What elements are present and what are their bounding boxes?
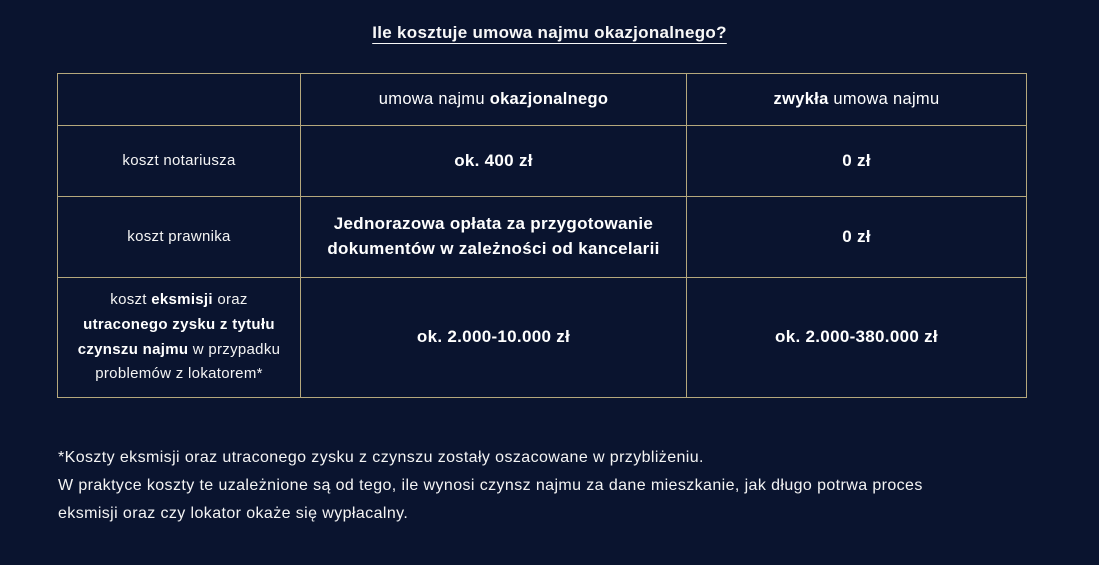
row-label-koszt-prawnika: koszt prawnika: [58, 197, 301, 278]
table-row-koszt-notariusza: [58, 126, 1027, 197]
header-zwykla-regular: umowa najmu: [828, 90, 940, 108]
eksmisja-label-part: w przypadku problemów z lokatorem*: [95, 340, 281, 383]
infographic-page: [0, 23, 1099, 528]
value-prawnik-zwykla: 0 zł: [687, 197, 1027, 278]
footnote-line-2: W praktyce koszty te uzależnione są od tego, ile wynosi czynsz najmu za dane mieszkanie, jak długo potrwa proces eksmisji oraz czy lokator okaże się wypłacalny.: [58, 477, 923, 522]
eksmisja-label-part-bold: utraconego zysku z tytułu czynszu najmu: [77, 315, 275, 358]
header-okazjonalna-regular: umowa najmu: [378, 90, 490, 108]
table-row-koszt-prawnika: [58, 197, 1027, 278]
row-label-koszt-notariusza: koszt notariusza: [58, 126, 301, 197]
row-label-koszt-eksmisji: [58, 278, 301, 398]
table-row-koszt-eksmisji: [58, 278, 1027, 398]
header-col-okazjonalna: [301, 74, 687, 126]
header-col-zwykla: [687, 74, 1027, 126]
value-eksmisja-okazjonalna: ok. 2.000-10.000 zł: [301, 278, 687, 398]
header-corner-cell: [58, 74, 301, 126]
footnote-line-1: *Koszty eksmisji oraz utraconego zysku z czynszu zostały oszacowane w przybliżeniu.: [58, 449, 704, 466]
value-notariusz-okazjonalna: ok. 400 zł: [301, 126, 687, 197]
eksmisja-label-part: oraz: [212, 291, 248, 308]
eksmisja-label-part-bold: eksmisji: [151, 291, 213, 308]
page-title: Ile kosztuje umowa najmu okazjonalnego?: [372, 23, 727, 42]
value-notariusz-zwykla: 0 zł: [687, 126, 1027, 197]
eksmisja-label-part: koszt: [110, 291, 152, 308]
footnote: [58, 444, 958, 528]
header-zwykla-bold: zwykła: [773, 90, 829, 108]
value-eksmisja-zwykla: ok. 2.000-380.000 zł: [687, 278, 1027, 398]
cost-comparison-table: [57, 73, 1027, 398]
header-okazjonalna-bold: okazjonalnego: [489, 90, 609, 108]
table-header-row: [58, 74, 1027, 126]
value-prawnik-okazjonalna: Jednorazowa opłata za przygotowanie dokumentów w zależności od kancelarii: [301, 197, 687, 278]
